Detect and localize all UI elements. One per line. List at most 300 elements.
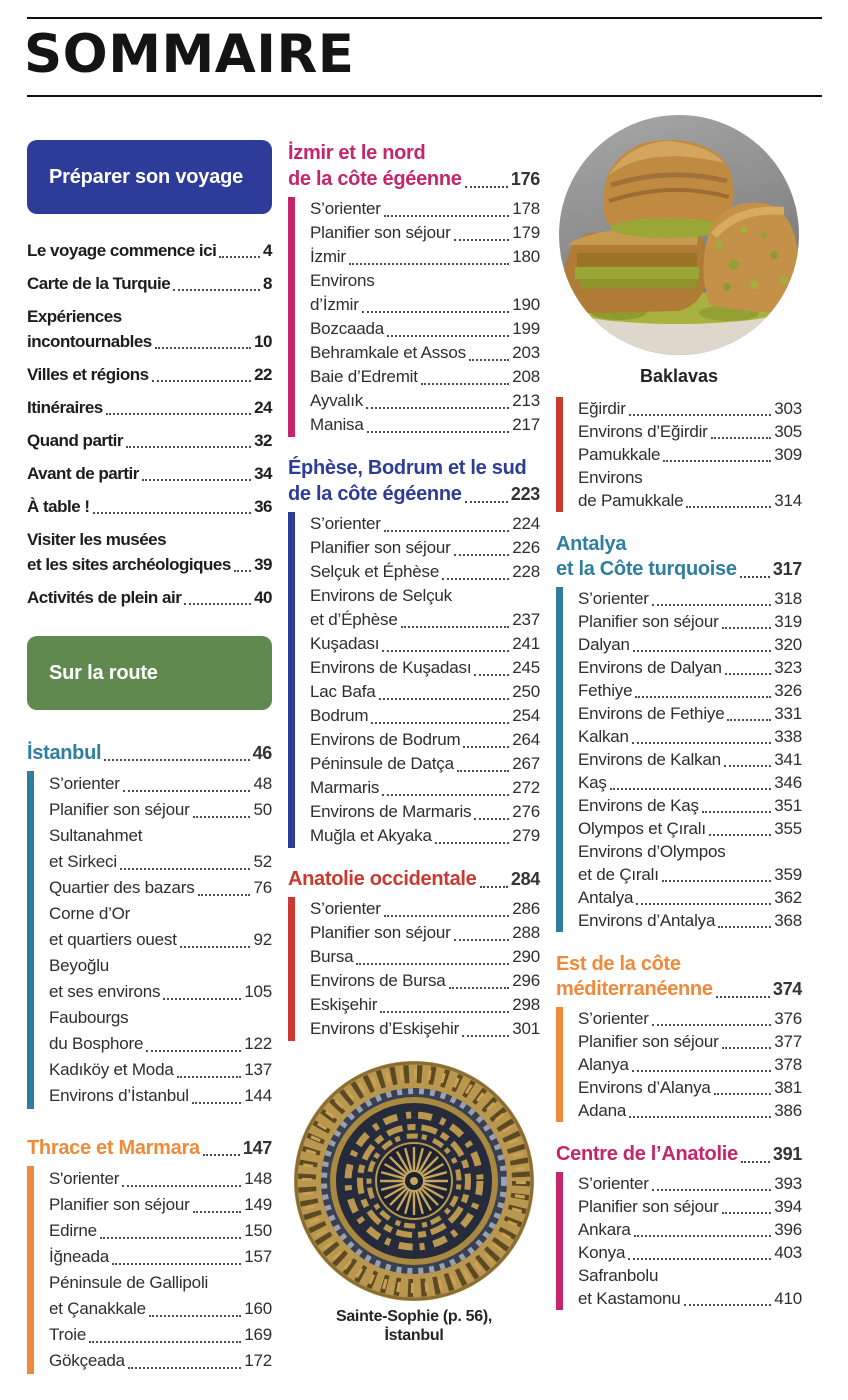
dot-leader (435, 842, 509, 844)
section-heading-line (288, 166, 540, 192)
entry-page-number: 376 (774, 1009, 802, 1028)
dot-leader (146, 1050, 241, 1052)
dot-leader (636, 903, 771, 905)
dot-leader (192, 1102, 241, 1104)
entry-page-number: 180 (512, 247, 540, 266)
toc-entry-line (310, 680, 540, 704)
section-heading-line (288, 481, 540, 507)
toc-entry-line (310, 776, 540, 800)
section-heading-label: İzmir et le nord (288, 142, 426, 164)
toc-entry (49, 823, 272, 875)
entry-page-number: 172 (244, 1351, 272, 1370)
dot-leader (722, 627, 772, 629)
entry-label: S'orienter (49, 1169, 120, 1188)
toc-entry (578, 1264, 802, 1310)
toc-entry-line (578, 1076, 802, 1099)
column-middle (288, 140, 540, 1345)
dot-leader (152, 380, 252, 382)
entry-label: Baie d’Edremit (310, 367, 418, 386)
toc-entry-line (310, 197, 540, 221)
toc-entry-line (310, 969, 540, 993)
sainte-sophie-figure (288, 1061, 540, 1345)
toc-entry (27, 238, 272, 263)
toc-entry-line (49, 901, 272, 927)
toc-entry-line (578, 1264, 802, 1287)
entry-label: Planifier son séjour (578, 612, 719, 631)
dot-leader (686, 506, 771, 508)
entry-label: Troie (49, 1325, 87, 1344)
dot-leader (652, 604, 771, 606)
section-centre-anatolie (556, 1142, 802, 1310)
toc-entry (310, 993, 540, 1017)
entry-label: et Sirkeci (49, 852, 117, 871)
toc-entry (310, 341, 540, 365)
toc-entry (578, 610, 802, 633)
toc-entry (310, 413, 540, 437)
section-est-cote-mediterraneenne (556, 952, 802, 1122)
dot-leader (184, 603, 251, 605)
entry-page-number: 351 (774, 796, 802, 815)
dot-leader (741, 1161, 770, 1163)
entry-label: Sultanahmet (49, 826, 143, 845)
entry-page-number: 40 (254, 588, 272, 607)
entry-label: Environs de Kuşadası (310, 658, 472, 677)
toc-entry (49, 953, 272, 1005)
entry-page-number: 149 (244, 1195, 272, 1214)
toc-entry (310, 824, 540, 848)
entry-page-number: 179 (512, 223, 540, 242)
toc-entry (49, 1005, 272, 1057)
entry-page-number: 381 (774, 1078, 802, 1097)
dot-leader (128, 1367, 241, 1369)
section-heading-label: Centre de l’Anatolie (556, 1143, 738, 1165)
section-istanbul (27, 740, 272, 1109)
section-page-number: 147 (242, 1138, 272, 1158)
entry-page-number: 150 (244, 1221, 272, 1240)
toc-entry (310, 921, 540, 945)
toc-entry (310, 800, 540, 824)
dot-leader (112, 1263, 241, 1265)
entry-label: Manisa (310, 415, 364, 434)
toc-entry (49, 1244, 272, 1270)
toc-entry-line (49, 979, 272, 1005)
toc-entry-line (27, 527, 272, 552)
toc-entry-line (27, 271, 272, 296)
toc-entry-line (49, 797, 272, 823)
toc-entry-line (27, 362, 272, 387)
page-title: SOMMAIRE (24, 24, 355, 85)
toc-entry (27, 395, 272, 420)
toc-entry-line (49, 1031, 272, 1057)
dot-leader (469, 359, 509, 361)
toc-entry (310, 245, 540, 269)
toc-entry-line (49, 771, 272, 797)
section-heading-line (556, 977, 802, 1002)
dot-leader (457, 770, 509, 772)
entry-label: À table ! (27, 497, 90, 516)
toc-entry (310, 752, 540, 776)
dot-leader (629, 1116, 771, 1118)
dot-leader (449, 987, 510, 989)
entry-label: Gökçeada (49, 1351, 125, 1370)
entry-label: Expériences (27, 307, 122, 326)
toc-entry (310, 1017, 540, 1041)
dot-leader (442, 578, 509, 580)
section-heading-line (556, 952, 802, 977)
toc-entry (310, 776, 540, 800)
toc-entry (49, 875, 272, 901)
toc-entry (310, 584, 540, 632)
entry-label: Planifier son séjour (578, 1197, 719, 1216)
entry-label: Bursa (310, 947, 354, 966)
entry-page-number: 305 (774, 422, 802, 441)
section-thrace-marmara (27, 1135, 272, 1374)
toc-entry-line (310, 993, 540, 1017)
toc-entry (578, 1076, 802, 1099)
entry-label: Environs de Fethiye (578, 704, 725, 723)
entry-page-number: 50 (253, 800, 272, 819)
entry-label: et ses environs (49, 982, 161, 1001)
section-heading-label: İstanbul (27, 742, 102, 764)
dot-leader (356, 963, 509, 965)
toc-entry-line (310, 536, 540, 560)
toc-entry (578, 1099, 802, 1122)
toc-entry (310, 536, 540, 560)
toc-entry-line (49, 875, 272, 901)
entry-label: Environs de Selçuk (310, 586, 452, 605)
toc-entry (27, 271, 272, 296)
toc-entry (578, 679, 802, 702)
section-page-number: 391 (772, 1144, 802, 1164)
entry-label: Visiter les musées (27, 530, 167, 549)
entry-label: Kaş (578, 773, 607, 792)
toc-entry-line (49, 1005, 272, 1031)
toc-entry (578, 1172, 802, 1195)
toc-entry-line (578, 420, 802, 443)
entry-label: Eğirdir (578, 399, 626, 418)
toc-entry (49, 1348, 272, 1374)
section-entry-list (288, 897, 540, 1041)
entry-page-number: 394 (774, 1197, 802, 1216)
toc-entry-line (27, 494, 272, 519)
toc-entry (578, 1007, 802, 1030)
entry-label: Environs d’İstanbul (49, 1086, 189, 1105)
entry-label: et d’Éphèse (310, 610, 398, 629)
baklava-caption: Baklavas (639, 366, 719, 386)
entry-page-number: 4 (263, 241, 272, 260)
entry-label: Alanya (578, 1055, 629, 1074)
dot-leader (203, 1154, 240, 1156)
dot-leader (610, 788, 772, 790)
dot-leader (149, 1315, 241, 1317)
dot-leader (122, 1185, 241, 1187)
dot-leader (711, 437, 772, 439)
toc-entry-line (310, 317, 540, 341)
entry-label: d’İzmir (310, 295, 359, 314)
dot-leader (684, 1304, 772, 1306)
toc-entry-line (49, 927, 272, 953)
section-heading-label: Anatolie occidentale (288, 868, 477, 890)
entry-page-number: 76 (253, 878, 272, 897)
section-heading (27, 740, 272, 766)
toc-entry-line (310, 752, 540, 776)
section-heading-label: Antalya (556, 533, 627, 555)
entry-page-number: 403 (774, 1243, 802, 1262)
entry-page-number: 331 (774, 704, 802, 723)
entry-page-number: 92 (253, 930, 272, 949)
toc-entry (578, 633, 802, 656)
toc-entry (49, 1192, 272, 1218)
dot-leader (120, 868, 251, 870)
toc-entry (310, 197, 540, 221)
entry-page-number: 320 (774, 635, 802, 654)
entry-label: Corne d’Or (49, 904, 131, 923)
entry-page-number: 288 (512, 923, 540, 942)
section-heading-line (288, 140, 540, 166)
dot-leader (123, 790, 251, 792)
toc-entry-line (578, 587, 802, 610)
entry-label: et de Çıralı (578, 865, 659, 884)
toc-entry-line (310, 728, 540, 752)
entry-page-number: 34 (254, 464, 272, 483)
toc-entry (49, 771, 272, 797)
entry-label: Carte de la Turquie (27, 274, 171, 293)
sur-la-route-box (27, 636, 272, 710)
entry-label: Quartier des bazars (49, 878, 195, 897)
dot-leader (462, 1035, 509, 1037)
dot-leader (652, 1189, 771, 1191)
toc-entry (578, 771, 802, 794)
toc-entry-line (578, 817, 802, 840)
dot-leader (474, 818, 509, 820)
dot-leader (380, 1011, 509, 1013)
sainte-sophie-caption (288, 1307, 540, 1345)
toc-entry-line (578, 1287, 802, 1310)
dot-leader (714, 1093, 772, 1095)
dot-leader (366, 407, 509, 409)
toc-entry (310, 269, 540, 317)
entry-page-number: 178 (512, 199, 540, 218)
entry-page-number: 309 (774, 445, 802, 464)
toc-entry (578, 817, 802, 840)
toc-entry-line (578, 725, 802, 748)
entry-page-number: 301 (512, 1019, 540, 1038)
toc-entry (27, 494, 272, 519)
dot-leader (632, 1070, 771, 1072)
front-matter-list (27, 238, 272, 610)
dot-leader (722, 1047, 772, 1049)
dot-leader (465, 501, 508, 503)
dot-leader (740, 576, 770, 578)
entry-label: Marmaris (310, 778, 380, 797)
toc-entry (578, 1053, 802, 1076)
entry-page-number: 226 (512, 538, 540, 557)
dot-leader (480, 886, 508, 888)
dot-leader (384, 215, 509, 217)
entry-label: Behramkale et Assos (310, 343, 466, 362)
section-heading-label: de la côte égéenne (288, 168, 462, 190)
section-page-number: 374 (772, 979, 802, 999)
entry-page-number: 224 (512, 514, 540, 533)
entry-label: Environs de Bodrum (310, 730, 461, 749)
dot-leader (629, 414, 772, 416)
entry-page-number: 264 (512, 730, 540, 749)
entry-page-number: 362 (774, 888, 802, 907)
section-heading (288, 455, 540, 507)
entry-label: Environs (578, 468, 643, 487)
entry-page-number: 323 (774, 658, 802, 677)
section-heading-line (27, 740, 272, 766)
entry-label: Environs d’Eğirdir (578, 422, 708, 441)
section-heading (288, 140, 540, 192)
section-heading-label: méditerranéenne (556, 978, 713, 1000)
toc-entry-line (578, 1241, 802, 1264)
entry-page-number: 267 (512, 754, 540, 773)
entry-label: Environs de Kaş (578, 796, 699, 815)
entry-label: Faubourgs (49, 1008, 129, 1027)
dot-leader (234, 570, 251, 572)
dot-leader (702, 811, 771, 813)
section-heading-label: de la côte égéenne (288, 483, 462, 505)
entry-page-number: 319 (774, 612, 802, 631)
dot-leader (421, 383, 509, 385)
toc-entry-line (27, 428, 272, 453)
toc-entry-line (310, 341, 540, 365)
toc-entry-line (578, 1030, 802, 1053)
entry-page-number: 199 (512, 319, 540, 338)
dot-leader (142, 479, 251, 481)
toc-entry (49, 1057, 272, 1083)
entry-page-number: 250 (512, 682, 540, 701)
dot-leader (633, 650, 772, 652)
dot-leader (716, 996, 770, 998)
dot-leader (474, 674, 509, 676)
toc-entry-line (27, 461, 272, 486)
dot-leader (662, 880, 771, 882)
dot-leader (193, 816, 251, 818)
entry-label: Planifier son séjour (49, 800, 190, 819)
entry-label: de Pamukkale (578, 491, 684, 510)
section-page-number: 284 (510, 869, 540, 889)
entry-label: Villes et régions (27, 365, 149, 384)
toc-entry-line (578, 466, 802, 489)
toc-entry (310, 680, 540, 704)
section-heading-label: Thrace et Marmara (27, 1137, 200, 1159)
dot-leader (722, 1212, 772, 1214)
toc-entry-line (27, 395, 272, 420)
column-right (556, 115, 802, 1330)
dot-leader (382, 650, 509, 652)
toc-entry-line (578, 702, 802, 725)
entry-label: S’orienter (578, 589, 649, 608)
entry-page-number: 8 (263, 274, 272, 293)
toc-entry-line (578, 1007, 802, 1030)
section-entry-list (288, 197, 540, 437)
dot-leader (387, 335, 509, 337)
sainte-sophie-caption-line2: İstanbul (384, 1327, 444, 1344)
entry-label: Kalkan (578, 727, 629, 746)
toc-entry (578, 909, 802, 932)
section-page-number: 317 (772, 559, 802, 579)
entry-label: Environs de Marmaris (310, 802, 472, 821)
entry-label: Bodrum (310, 706, 369, 725)
toc-entry-line (310, 945, 540, 969)
entry-page-number: 396 (774, 1220, 802, 1239)
entry-page-number: 359 (774, 865, 802, 884)
entry-page-number: 22 (254, 365, 272, 384)
entry-page-number: 296 (512, 971, 540, 990)
entry-page-number: 241 (512, 634, 540, 653)
toc-entry (310, 945, 540, 969)
toc-entry-line (310, 269, 540, 293)
toc-entry (310, 656, 540, 680)
entry-label: Muğla et Akyaka (310, 826, 432, 845)
toc-entry-line (49, 1083, 272, 1109)
entry-label: Planifier son séjour (310, 223, 451, 242)
dot-leader (104, 759, 249, 761)
dot-leader (379, 698, 510, 700)
entry-page-number: 386 (774, 1101, 802, 1120)
entry-page-number: 144 (244, 1086, 272, 1105)
dot-leader (454, 554, 510, 556)
dot-leader (652, 1024, 771, 1026)
entry-page-number: 36 (254, 497, 272, 516)
entry-page-number: 355 (774, 819, 802, 838)
entry-label: incontournables (27, 332, 152, 351)
toc-entry (310, 512, 540, 536)
toc-entry (578, 702, 802, 725)
entry-label: S’orienter (310, 199, 381, 218)
entry-label: Environs (310, 271, 375, 290)
toc-entry-line (49, 823, 272, 849)
entry-label: Safranbolu (578, 1266, 659, 1285)
toc-entry (310, 317, 540, 341)
section-heading-line (556, 1142, 802, 1167)
baklava-figure (556, 115, 802, 387)
entry-label: Itinéraires (27, 398, 103, 417)
section-heading-line (27, 1135, 272, 1161)
entry-page-number: 105 (244, 982, 272, 1001)
toc-entry (578, 840, 802, 886)
entry-label: Environs de Dalyan (578, 658, 722, 677)
entry-page-number: 24 (254, 398, 272, 417)
dot-leader (198, 894, 251, 896)
section-heading (556, 952, 802, 1002)
toc-entry (310, 969, 540, 993)
entry-label: et quartiers ouest (49, 930, 177, 949)
entry-label: Environs d’Antalya (578, 911, 716, 930)
entry-label: Fethiye (578, 681, 633, 700)
section-heading (556, 1142, 802, 1167)
dot-leader (454, 239, 510, 241)
top-rule (27, 17, 822, 19)
entry-label: Bozcaada (310, 319, 385, 338)
dot-leader (635, 696, 771, 698)
entry-label: Environs d’Alanya (578, 1078, 711, 1097)
toc-entry-line (49, 1270, 272, 1296)
entry-label: S’orienter (578, 1174, 649, 1193)
section-ephese-bodrum (288, 455, 540, 848)
dot-leader (384, 915, 509, 917)
toc-entry (27, 304, 272, 354)
section-entry-list (556, 1172, 802, 1310)
entry-label: Adana (578, 1101, 627, 1120)
section-page-number: 176 (510, 169, 540, 189)
entry-label: Ayvalık (310, 391, 364, 410)
section-heading-line (288, 455, 540, 481)
toc-entry-line (578, 909, 802, 932)
entry-label: İzmir (310, 247, 346, 266)
